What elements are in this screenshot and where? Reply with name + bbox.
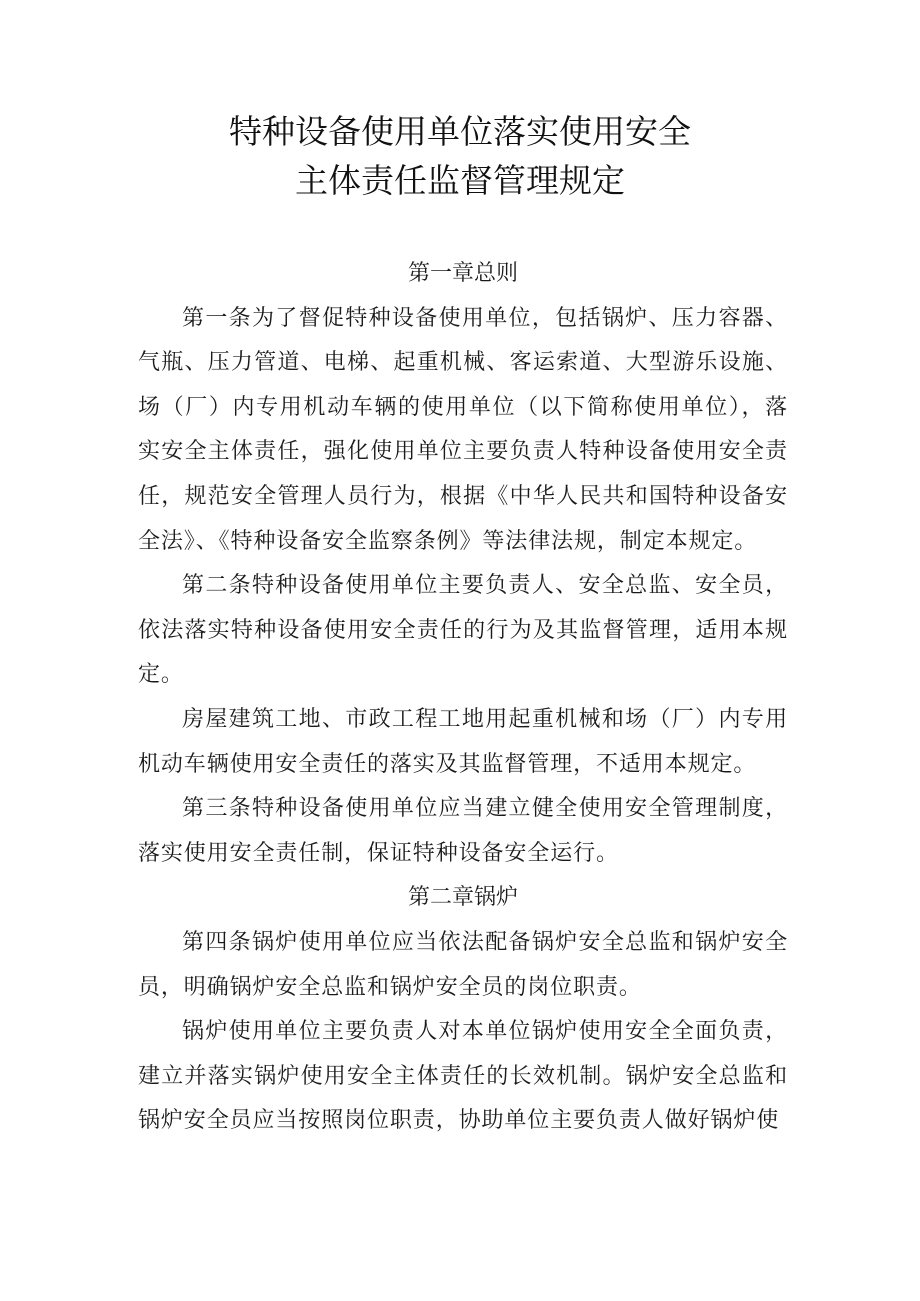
- article-2-exclusion-paragraph: 房屋建筑工地、市政工程工地用起重机械和场（厂）内专用机动车辆使用安全责任的落实及其监督管理，不适用本规定。: [138, 706, 788, 777]
- article-4-paragraph: 第四条锅炉使用单位应当依法配备锅炉安全总监和锅炉安全员，明确锅炉安全总监和锅炉安全员的岗位职责。: [138, 929, 788, 1000]
- document-title-line1: 特种设备使用单位落实使用安全: [229, 112, 691, 151]
- chapter-heading-2: 第二章锅炉: [407, 885, 518, 911]
- document-title-line2: 主体责任监督管理规定: [295, 161, 625, 200]
- document-body: [138, 252, 788, 1144]
- article-2-paragraph: 第二条特种设备使用单位主要负责人、安全总监、安全员，依法落实特种设备使用安全责任的行为及其监督管理，适用本规定。: [138, 573, 788, 688]
- article-3-paragraph: 第三条特种设备使用单位应当建立健全使用安全管理制度，落实使用安全责任制，保证特种设备安全运行。: [138, 796, 788, 866]
- article-4-responsibility-paragraph: 锅炉使用单位主要负责人对本单位锅炉使用安全全面负责，建立并落实锅炉使用安全主体责任的长效机制。锅炉安全总监和锅炉安全员应当按照岗位职责，协助单位主要负责人做好锅炉使: [138, 1019, 788, 1134]
- article-1-paragraph: 第一条为了督促特种设备使用单位，包括锅炉、压力容器、气瓶、压力管道、电梯、起重机械、客运索道、大型游乐设施、场（厂）内专用机动车辆的使用单位（以下简称使用单位），落实安全主体责任，强化使用单位主要负责人特种设备使用安全责任，规范安全管理人员行为，根据《中华人民共和国特种设备安全法》、《特种设备安全监察条例》等法律法规，制定本规定。: [138, 305, 788, 554]
- chapter-heading-1: 第一章总则: [407, 261, 518, 286]
